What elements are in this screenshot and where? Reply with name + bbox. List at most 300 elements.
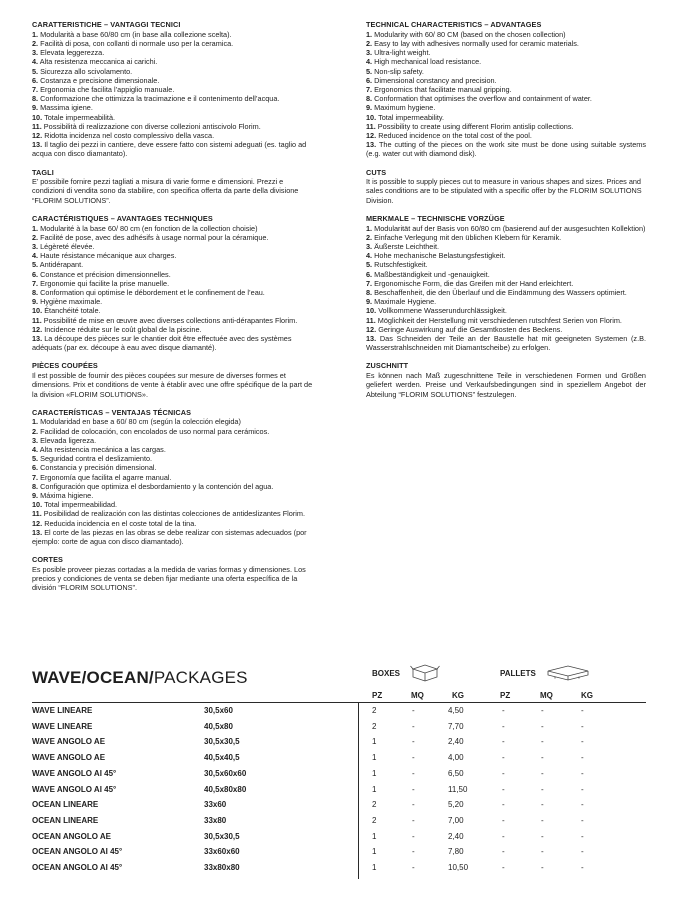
cell-mq: - <box>412 706 415 715</box>
list-item-number: 9. <box>32 297 39 307</box>
cell-size: 33x80x80 <box>204 863 240 872</box>
cell-mq: - <box>412 815 415 825</box>
cell-kg: 6,50 <box>448 768 464 778</box>
list-item <box>366 251 646 260</box>
cell-name: OCEAN LINEARE <box>32 815 99 825</box>
table-row <box>0 767 678 783</box>
list-item <box>32 140 316 158</box>
table-row <box>0 861 678 877</box>
cell-size: 40,5x40,5 <box>204 753 240 763</box>
cell-pz: 1 <box>372 831 377 841</box>
cell-pkg: - <box>581 737 584 747</box>
cell-name: OCEAN ANGOLO AI 45° <box>32 863 123 872</box>
table-row <box>0 751 678 767</box>
text-section <box>32 214 316 353</box>
list-item-text: Maximale Hygiene. <box>374 297 437 307</box>
list-item-text: Ergonomia che facilita l’appiglio manuale. <box>40 84 175 94</box>
list-item-number: 6. <box>32 463 39 473</box>
cell-pkg: - <box>581 784 584 794</box>
cell-ppz: - <box>502 831 505 841</box>
cell-kg: 10,50 <box>448 863 469 872</box>
list-item-text: Costanza e precisione dimensionale. <box>40 75 160 85</box>
list-item-text: Il taglio dei pezzi in cantiere, deve essere fatto con sistemi adeguati (es. taglio ad acqua con disco diamantato). <box>32 140 307 159</box>
packages-title-bold: WAVE/OCEAN/ <box>32 668 154 687</box>
list-item-number: 12. <box>32 130 43 140</box>
list-item-text: The cutting of the pieces on the work site must be done using suitable systems (e.g. water cut with diamond disk). <box>366 140 646 159</box>
list-item-number: 8. <box>32 287 39 297</box>
list-item-text: Légèreté élevée. <box>40 241 95 251</box>
list-item-text: Ergonomía que facilita el agarre manual. <box>40 472 172 482</box>
table-row <box>0 735 678 751</box>
list-item-number: 1. <box>32 223 39 233</box>
list-item-number: 3. <box>366 48 373 58</box>
list-item <box>32 325 316 334</box>
cell-pz: 2 <box>372 800 377 810</box>
cell-size: 30,5x60 <box>204 706 233 715</box>
list-item-number: 7. <box>32 84 39 94</box>
cell-kg: 7,80 <box>448 847 464 857</box>
list-item-text: Total impermeabilidad. <box>44 500 118 510</box>
text-section <box>32 168 316 205</box>
list-item <box>32 509 316 518</box>
list-item-number: 13. <box>366 140 377 150</box>
cell-pz: 1 <box>372 863 377 872</box>
table-row <box>0 814 678 830</box>
cell-mq: - <box>412 768 415 778</box>
cell-name: OCEAN ANGOLO AI 45° <box>32 847 123 857</box>
section-paragraph: It is possible to supply pieces cut to measure in various shapes and sizes. Prices and sales conditions are to be stipulated with a specific offer by the FLORIM SOLUTIONS Division. <box>366 177 642 205</box>
section-title: CUTS <box>366 167 387 177</box>
section-title: CARATTERISTICHE – VANTAGGI TECNICI <box>32 20 181 29</box>
cell-pkg: - <box>581 831 584 841</box>
cell-pmq: - <box>541 847 544 857</box>
list-item-number: 2. <box>32 426 39 436</box>
list-item-text: Constancia y precisión dimensional. <box>40 463 157 473</box>
list-item <box>366 270 646 279</box>
cell-ppz: - <box>502 800 505 810</box>
list-item <box>32 445 316 454</box>
cell-pmq: - <box>541 863 544 872</box>
list-item <box>366 85 646 94</box>
list-item-text: Modularità a base 60/80 cm (in base alla collezione scelta). <box>40 29 232 39</box>
list-item-number: 11. <box>32 509 42 519</box>
list-item <box>32 39 316 48</box>
list-item-number: 3. <box>32 435 39 445</box>
list-item <box>32 297 316 306</box>
cell-ppz: - <box>502 784 505 794</box>
list-item <box>32 30 316 39</box>
list-item <box>32 417 316 426</box>
list-item-number: 9. <box>366 103 373 113</box>
list-item <box>366 325 646 334</box>
list-item-text: Modularité à la base 60/ 80 cm (en fonction de la collection choisie) <box>40 223 258 233</box>
text-section <box>32 555 316 592</box>
list-item-number: 13. <box>32 334 43 343</box>
list-item-text: Elevada ligereza. <box>40 435 97 445</box>
list-item-text: Einfache Verlegung mit den üblichen Klebern für Keramik. <box>374 232 562 242</box>
cell-pmq: - <box>541 815 544 825</box>
table-row <box>0 845 678 861</box>
cell-name: WAVE LINEARE <box>32 706 93 715</box>
list-item-number: 4. <box>32 57 39 67</box>
list-item <box>32 316 316 325</box>
list-item <box>366 140 646 158</box>
section-paragraph: Es können nach Maß zugeschnittene Teile in verschiedenen Formen und Größen geliefert werden. Preise und Verkaufsbedingungen sind in speziellem Angebot der Abteilung “FLORIM SOLUTIONS” festzulegen. <box>366 371 646 399</box>
cell-size: 30,5x30,5 <box>204 737 240 747</box>
list-item-text: Constance et précision dimensionnelles. <box>40 269 171 279</box>
list-item-number: 12. <box>32 324 43 334</box>
cell-pmq: - <box>541 706 544 715</box>
list-item-number: 1. <box>32 417 39 427</box>
cell-pmq: - <box>541 753 544 763</box>
list-item-text: Ergonomics that facilitate manual gripping. <box>374 84 512 94</box>
list-item-text: El corte de las piezas en las obras se debe realizar con sistemas adecuados (por ejemplo: corte de agua con disco diamantado). <box>32 527 307 547</box>
list-item <box>32 306 316 315</box>
cell-pkg: - <box>581 863 584 872</box>
right-text-column <box>366 20 646 408</box>
table-row <box>0 783 678 799</box>
list-item-number: 3. <box>366 241 373 251</box>
list-item-number: 9. <box>32 491 39 501</box>
col-boxes-kg: KG <box>452 691 464 700</box>
cell-kg: 4,00 <box>448 753 464 763</box>
list-item <box>366 76 646 85</box>
list-item-text: Modularity with 60/ 80 CM (based on the chosen collection) <box>374 29 566 39</box>
cell-ppz: - <box>502 706 505 715</box>
list-item <box>32 528 316 546</box>
list-item-number: 3. <box>32 241 39 251</box>
list-item-number: 6. <box>366 269 373 279</box>
cell-kg: 4,50 <box>448 706 464 715</box>
list-item-text: Maximum hygiene. <box>374 103 436 113</box>
table-row <box>0 830 678 846</box>
cell-pz: 1 <box>372 753 377 763</box>
list-item <box>366 297 646 306</box>
cell-pz: 1 <box>372 847 377 857</box>
list-item-number: 10. <box>366 306 377 316</box>
list-item <box>366 113 646 122</box>
cell-name: WAVE ANGOLO AI 45° <box>32 768 117 778</box>
list-item-number: 5. <box>32 66 39 76</box>
list-item-number: 1. <box>366 29 373 39</box>
list-item-text: Ultra-light weight. <box>374 48 431 58</box>
cell-size: 40,5x80 <box>204 721 233 731</box>
table-header-rule <box>32 702 646 703</box>
list-item-text: Non-slip safety. <box>374 66 424 76</box>
list-item-number: 11. <box>366 315 376 325</box>
list-item-text: Möglichkeit der Herstellung mit verschiedenen rutschfest Serien von Florim. <box>377 315 622 325</box>
list-item <box>32 454 316 463</box>
list-item <box>366 103 646 112</box>
cell-mq: - <box>412 800 415 810</box>
section-paragraph: Es posible proveer piezas cortadas a la medida de varias formas y dimensiones. Los precios y condiciones de venta se deben fijar mediante una oferta específica de la división “FLORIM SOLUTIONS”. <box>32 564 306 593</box>
list-item-text: Massima igiene. <box>40 103 93 113</box>
cell-name: WAVE ANGOLO AE <box>32 737 106 747</box>
list-item-number: 13. <box>366 334 377 343</box>
list-item <box>32 279 316 288</box>
list-item <box>32 224 316 233</box>
cell-pkg: - <box>581 847 584 857</box>
text-section <box>32 20 316 159</box>
list-item-text: Totale impermeabilità. <box>44 112 116 122</box>
cell-pmq: - <box>541 721 544 731</box>
list-item-number: 6. <box>32 75 39 85</box>
list-item-number: 13. <box>32 140 43 150</box>
section-paragraph: Il est possible de fournir des pièces coupées sur mesure de diverses formes et dimensions. Prix et conditions de vente à établir avec une offre spécifique de la part de la division «FLORIM SOLUTIONS». <box>32 371 313 399</box>
list-item-number: 1. <box>32 29 39 39</box>
cell-pmq: - <box>541 831 544 841</box>
list-item-number: 7. <box>366 84 373 94</box>
text-section <box>32 361 316 398</box>
list-item-number: 2. <box>32 38 39 48</box>
cell-ppz: - <box>502 768 505 778</box>
table-row <box>0 798 678 814</box>
list-item-number: 7. <box>32 278 39 288</box>
list-item-text: Maßbeständigkeit und -genauigkeit. <box>374 269 490 279</box>
list-item-number: 13. <box>32 527 43 537</box>
list-item-number: 12. <box>32 518 43 528</box>
section-title: ZUSCHNITT <box>366 361 409 371</box>
list-item <box>366 242 646 251</box>
cell-pz: 2 <box>372 721 377 731</box>
pallet-icon <box>546 664 590 682</box>
list-item-text: La découpe des pièces sur le chantier doit être effectuée avec des systèmes adéquats (par ex. découpe à eau avec disque diamanté). <box>32 334 292 353</box>
list-item-number: 8. <box>366 94 373 104</box>
col-boxes-mq: MQ <box>411 691 424 700</box>
list-item-text: Haute résistance mécanique aux charges. <box>40 251 177 261</box>
cell-pmq: - <box>541 737 544 747</box>
list-item <box>366 288 646 297</box>
list-item <box>32 436 316 445</box>
list-item <box>32 67 316 76</box>
list-item-number: 12. <box>366 130 377 140</box>
pallets-label: PALLETS <box>500 669 536 678</box>
list-item-text: Ergonomische Form, die das Greifen mit der Hand erleichtert. <box>374 278 574 288</box>
cell-kg: 7,00 <box>448 815 464 825</box>
list-item <box>32 76 316 85</box>
cell-pz: 1 <box>372 784 377 794</box>
list-item-text: Seguridad contra el deslizamiento. <box>40 454 153 464</box>
cell-size: 40,5x80x80 <box>204 784 247 794</box>
list-item-text: High mechanical load resistance. <box>374 57 482 67</box>
cell-pmq: - <box>541 784 544 794</box>
col-pallets-mq: MQ <box>540 691 553 700</box>
cell-name: OCEAN LINEARE <box>32 800 99 810</box>
cell-ppz: - <box>502 815 505 825</box>
boxes-label: BOXES <box>372 669 401 678</box>
cell-pkg: - <box>581 800 584 810</box>
cell-kg: 2,40 <box>448 737 464 747</box>
list-item <box>366 48 646 57</box>
list-item-number: 6. <box>32 269 39 279</box>
list-item-number: 11. <box>366 121 376 131</box>
list-item-text: Incidence réduite sur le coût global de la piscine. <box>44 324 202 334</box>
list-item-text: Alta resistenza meccanica ai carichi. <box>39 57 158 67</box>
list-item-number: 11. <box>32 315 42 325</box>
table-row <box>0 720 678 736</box>
list-item <box>32 482 316 491</box>
section-title: PIÈCES COUPÉES <box>32 361 98 371</box>
text-section <box>32 408 316 547</box>
list-item <box>32 94 316 103</box>
list-item-number: 4. <box>366 57 373 67</box>
cell-ppz: - <box>502 737 505 747</box>
list-item <box>32 131 316 140</box>
cell-pkg: - <box>581 815 584 825</box>
section-title: CORTES <box>32 555 64 565</box>
list-item-number: 4. <box>32 445 39 455</box>
list-item-text: Reducida incidencia en el coste total de la tina. <box>44 518 197 528</box>
list-item <box>32 519 316 528</box>
list-item-number: 3. <box>32 48 39 58</box>
list-item-text: Total impermeability. <box>378 112 445 122</box>
text-section <box>366 20 646 159</box>
list-item-number: 10. <box>32 500 43 510</box>
list-item-text: Ergonomie qui facilite la prise manuelle. <box>40 278 170 288</box>
list-item <box>32 113 316 122</box>
list-item <box>32 334 316 352</box>
text-section <box>366 361 646 398</box>
cell-size: 30,5x30,5 <box>204 831 240 841</box>
cell-name: OCEAN ANGOLO AE <box>32 831 111 841</box>
list-item-text: Easy to lay with adhesives normally used for ceramic materials. <box>374 38 579 48</box>
list-item-text: Conformation qui optimise le débordement et le confinement de l’eau. <box>40 287 265 297</box>
col-pallets-kg: KG <box>581 691 593 700</box>
list-item <box>32 122 316 131</box>
cell-name: WAVE LINEARE <box>32 721 93 731</box>
list-item-number: 8. <box>32 481 39 491</box>
cell-name: WAVE ANGOLO AE <box>32 753 106 763</box>
col-boxes-pz: PZ <box>372 691 383 700</box>
list-item-number: 9. <box>32 103 39 113</box>
cell-mq: - <box>412 737 415 747</box>
cell-size: 33x60 <box>204 800 227 810</box>
list-item <box>366 57 646 66</box>
list-item <box>32 270 316 279</box>
list-item <box>366 233 646 242</box>
cell-size: 33x60x60 <box>204 847 240 857</box>
list-item-text: Geringe Auswirkung auf die Gesamtkosten des Beckens. <box>378 324 563 334</box>
list-item-number: 8. <box>366 287 373 297</box>
cell-pz: 2 <box>372 706 377 715</box>
list-item <box>32 427 316 436</box>
cell-pz: 2 <box>372 815 377 825</box>
cell-mq: - <box>412 753 415 763</box>
cell-ppz: - <box>502 753 505 763</box>
cell-pkg: - <box>581 753 584 763</box>
list-item <box>366 131 646 140</box>
list-item <box>32 242 316 251</box>
list-item-number: 6. <box>366 75 373 85</box>
list-item-number: 11. <box>32 121 42 131</box>
cell-ppz: - <box>502 863 505 872</box>
list-item-number: 5. <box>366 66 373 76</box>
cell-ppz: - <box>502 847 505 857</box>
list-item-text: Rutschfestigkeit. <box>374 260 428 270</box>
cell-size: 33x80 <box>204 815 227 825</box>
cell-kg: 2,40 <box>448 831 464 841</box>
cell-kg: 5,20 <box>448 800 464 810</box>
list-item <box>366 30 646 39</box>
box-icon <box>410 662 440 682</box>
list-item <box>366 94 646 103</box>
list-item-text: Hohe mechanische Belastungsfestigkeit. <box>374 251 506 261</box>
section-paragraph: E’ possibile fornire pezzi tagliati a misura di varie forme e dimensioni. Prezzi e condizioni di vendita sono da stabilire, con specifica offerta da parte della divisione “FLORIM SOLUTIONS”. <box>32 177 299 205</box>
list-item-text: Elevata leggerezza. <box>40 48 105 58</box>
list-item-text: Antidérapant. <box>39 260 84 270</box>
list-item <box>32 57 316 66</box>
list-item-number: 5. <box>32 260 39 270</box>
col-pallets-pz: PZ <box>500 691 511 700</box>
list-item-text: Hygiène maximale. <box>40 297 103 307</box>
cell-pz: 1 <box>372 768 377 778</box>
list-item-number: 4. <box>32 251 39 261</box>
list-item-number: 2. <box>366 38 373 48</box>
list-item-number: 5. <box>32 454 39 464</box>
cell-pkg: - <box>581 768 584 778</box>
list-item <box>32 260 316 269</box>
list-item-text: Das Schneiden der Teile an der Baustelle hat mit geeigneten Systemen (z.B. Wasserstrahlschneiden mit Diamantscheibe) zu erfolgen. <box>366 334 647 353</box>
list-item <box>366 306 646 315</box>
cell-ppz: - <box>502 721 505 731</box>
list-item <box>32 288 316 297</box>
list-item-text: Posibilidad de realización con las distintas colecciones de antideslizantes Florim. <box>43 509 305 519</box>
list-item-text: Ridotta incidenza nel costo complessivo della vasca. <box>44 130 215 140</box>
list-item-text: Modularität auf der Basis von 60/80 cm (basierend auf der ausgesuchten Kollektion) <box>374 223 646 233</box>
section-title: TAGLI <box>32 167 54 177</box>
cell-kg: 7,70 <box>448 721 464 731</box>
list-item <box>32 48 316 57</box>
list-item <box>366 334 646 352</box>
list-item-number: 2. <box>366 232 373 242</box>
cell-mq: - <box>412 863 415 872</box>
packages-title-light: PACKAGES <box>153 668 248 687</box>
list-item-text: Reduced incidence on the total cost of the pool. <box>378 130 532 140</box>
list-item <box>366 67 646 76</box>
list-item-number: 10. <box>32 112 43 122</box>
list-item-text: Máxima higiene. <box>40 491 94 501</box>
cell-pkg: - <box>581 706 584 715</box>
list-item <box>366 122 646 131</box>
list-item-text: Possibility to create using different Florim antislip collections. <box>377 121 574 131</box>
cell-size: 30,5x60x60 <box>204 768 247 778</box>
list-item-text: Conformazione che ottimizza la tracimazione e il contenimento dell’acqua. <box>40 94 280 104</box>
list-item-text: Alta resistencia mecánica a las cargas. <box>39 445 166 455</box>
list-item-text: Facilité de pose, avec des adhésifs à usage normal pour la céramique. <box>40 232 269 242</box>
text-section <box>366 168 646 205</box>
packages-title <box>32 668 248 688</box>
list-item <box>366 279 646 288</box>
text-section <box>366 214 646 353</box>
cell-mq: - <box>412 847 415 857</box>
cell-pmq: - <box>541 768 544 778</box>
list-item <box>32 85 316 94</box>
list-item-number: 5. <box>366 260 373 270</box>
list-item-text: Configuración que optimiza el desbordamiento y la contención del agua. <box>40 481 274 491</box>
list-item-number: 4. <box>366 251 373 261</box>
list-item <box>32 491 316 500</box>
list-item <box>32 103 316 112</box>
list-item <box>366 224 646 233</box>
list-item-text: Sicurezza allo scivolamento. <box>40 66 133 76</box>
list-item-number: 9. <box>366 297 373 307</box>
list-item-text: Vollkommene Wasserundurchlässigkeit. <box>378 306 507 316</box>
list-item-text: Facilità di posa, con collanti di normale uso per la ceramica. <box>40 38 234 48</box>
list-item-text: Possibilité de mise en œuvre avec diverses collections anti-dérapantes Florim. <box>43 315 298 325</box>
list-item-number: 10. <box>366 112 377 122</box>
list-item <box>32 473 316 482</box>
cell-pkg: - <box>581 721 584 731</box>
